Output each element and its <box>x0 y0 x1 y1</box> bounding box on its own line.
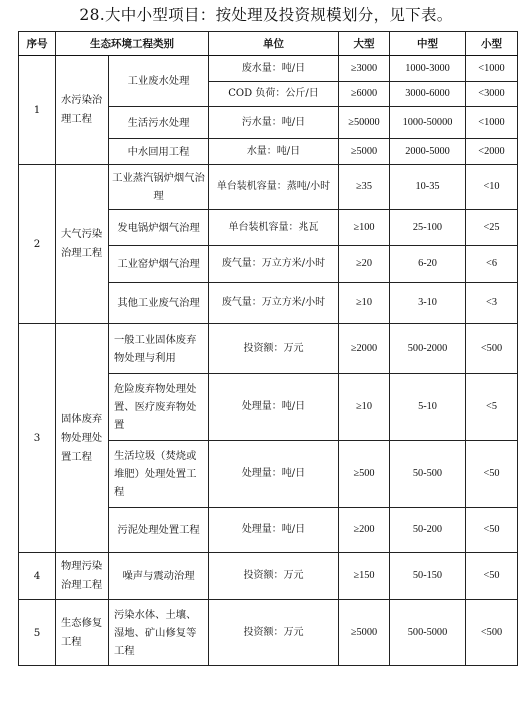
header-category: 生态环境工程类别 <box>56 32 209 56</box>
unit-cell: 废气量：万立方米/小时 <box>209 283 339 324</box>
medium-cell: 500-5000 <box>390 600 466 666</box>
subcategory-cell: 生活污水处理 <box>109 107 209 139</box>
subcategory-cell: 中水回用工程 <box>109 139 209 165</box>
subcategory-cell: 其他工业废气治理 <box>109 283 209 324</box>
subcategory-cell: 发电锅炉烟气治理 <box>109 210 209 246</box>
unit-cell: 废气量：万立方米/小时 <box>209 246 339 283</box>
large-cell: ≥200 <box>339 508 390 553</box>
unit-cell: 水量：吨/日 <box>209 139 339 165</box>
header-no: 序号 <box>19 32 56 56</box>
subcategory-cell: 污染水体、土壤、湿地、矿山修复等工程 <box>109 600 209 666</box>
subcategory-cell: 工业蒸汽锅炉烟气治理 <box>109 165 209 210</box>
small-cell: <50 <box>466 553 518 600</box>
header-unit: 单位 <box>209 32 339 56</box>
medium-cell: 1000-50000 <box>390 107 466 139</box>
medium-cell: 50-500 <box>390 441 466 508</box>
large-cell: ≥3000 <box>339 56 390 82</box>
large-cell: ≥50000 <box>339 107 390 139</box>
subcategory-cell: 污泥处理处置工程 <box>109 508 209 553</box>
subcategory-cell: 工业废水处理 <box>109 56 209 107</box>
medium-cell: 50-200 <box>390 508 466 553</box>
large-cell: ≥500 <box>339 441 390 508</box>
medium-cell: 1000-3000 <box>390 56 466 82</box>
row-no: 2 <box>19 165 56 324</box>
medium-cell: 2000-5000 <box>390 139 466 165</box>
header-large: 大型 <box>339 32 390 56</box>
table-row <box>19 165 518 210</box>
row-no: 1 <box>19 56 56 165</box>
medium-cell: 3-10 <box>390 283 466 324</box>
unit-cell: 单台装机容量：兆瓦 <box>209 210 339 246</box>
large-cell: ≥5000 <box>339 139 390 165</box>
small-cell: <5 <box>466 374 518 441</box>
page-title: 28.大中小型项目：按处理及投资规模划分，见下表。 <box>79 6 453 24</box>
small-cell: <2000 <box>466 139 518 165</box>
header-medium: 中型 <box>390 32 466 56</box>
medium-cell: 5-10 <box>390 374 466 441</box>
category-cell: 固体废弃物处理处置工程 <box>56 324 109 553</box>
unit-cell: 处理量：吨/日 <box>209 374 339 441</box>
small-cell: <1000 <box>466 107 518 139</box>
small-cell: <1000 <box>466 56 518 82</box>
large-cell: ≥100 <box>339 210 390 246</box>
unit-cell: COD 负荷：公斤/日 <box>209 82 339 107</box>
category-cell: 物理污染治理工程 <box>56 553 109 600</box>
row-no: 5 <box>19 600 56 666</box>
small-cell: <500 <box>466 600 518 666</box>
unit-cell: 投资额：万元 <box>209 324 339 374</box>
medium-cell: 3000-6000 <box>390 82 466 107</box>
large-cell: ≥5000 <box>339 600 390 666</box>
table-row <box>19 553 518 600</box>
small-cell: <500 <box>466 324 518 374</box>
small-cell: <50 <box>466 441 518 508</box>
large-cell: ≥10 <box>339 374 390 441</box>
row-no: 3 <box>19 324 56 553</box>
subcategory-cell: 工业窑炉烟气治理 <box>109 246 209 283</box>
medium-cell: 10-35 <box>390 165 466 210</box>
unit-cell: 污水量：吨/日 <box>209 107 339 139</box>
unit-cell: 废水量：吨/日 <box>209 56 339 82</box>
large-cell: ≥6000 <box>339 82 390 107</box>
small-cell: <10 <box>466 165 518 210</box>
medium-cell: 6-20 <box>390 246 466 283</box>
table-row <box>19 324 518 374</box>
subcategory-cell: 危险废弃物处理处置、医疗废弃物处置 <box>109 374 209 441</box>
medium-cell: 25-100 <box>390 210 466 246</box>
small-cell: <3000 <box>466 82 518 107</box>
large-cell: ≥35 <box>339 165 390 210</box>
large-cell: ≥150 <box>339 553 390 600</box>
subcategory-cell: 生活垃圾（焚烧或堆肥）处理处置工程 <box>109 441 209 508</box>
small-cell: <25 <box>466 210 518 246</box>
row-no: 4 <box>19 553 56 600</box>
small-cell: <6 <box>466 246 518 283</box>
unit-cell: 处理量：吨/日 <box>209 508 339 553</box>
large-cell: ≥20 <box>339 246 390 283</box>
table-row <box>19 600 518 666</box>
category-cell: 大气污染治理工程 <box>56 165 109 324</box>
large-cell: ≥10 <box>339 283 390 324</box>
category-cell: 生态修复工程 <box>56 600 109 666</box>
medium-cell: 500-2000 <box>390 324 466 374</box>
table-row <box>19 56 518 82</box>
unit-cell: 单台装机容量：蒸吨/小时 <box>209 165 339 210</box>
table-header-row <box>19 32 518 56</box>
medium-cell: 50-150 <box>390 553 466 600</box>
unit-cell: 处理量：吨/日 <box>209 441 339 508</box>
category-cell: 水污染治理工程 <box>56 56 109 165</box>
small-cell: <3 <box>466 283 518 324</box>
project-scale-table <box>18 31 518 666</box>
unit-cell: 投资额：万元 <box>209 553 339 600</box>
small-cell: <50 <box>466 508 518 553</box>
unit-cell: 投资额：万元 <box>209 600 339 666</box>
header-small: 小型 <box>466 32 518 56</box>
subcategory-cell: 噪声与震动治理 <box>109 553 209 600</box>
subcategory-cell: 一般工业固体废弃物处理与利用 <box>109 324 209 374</box>
large-cell: ≥2000 <box>339 324 390 374</box>
